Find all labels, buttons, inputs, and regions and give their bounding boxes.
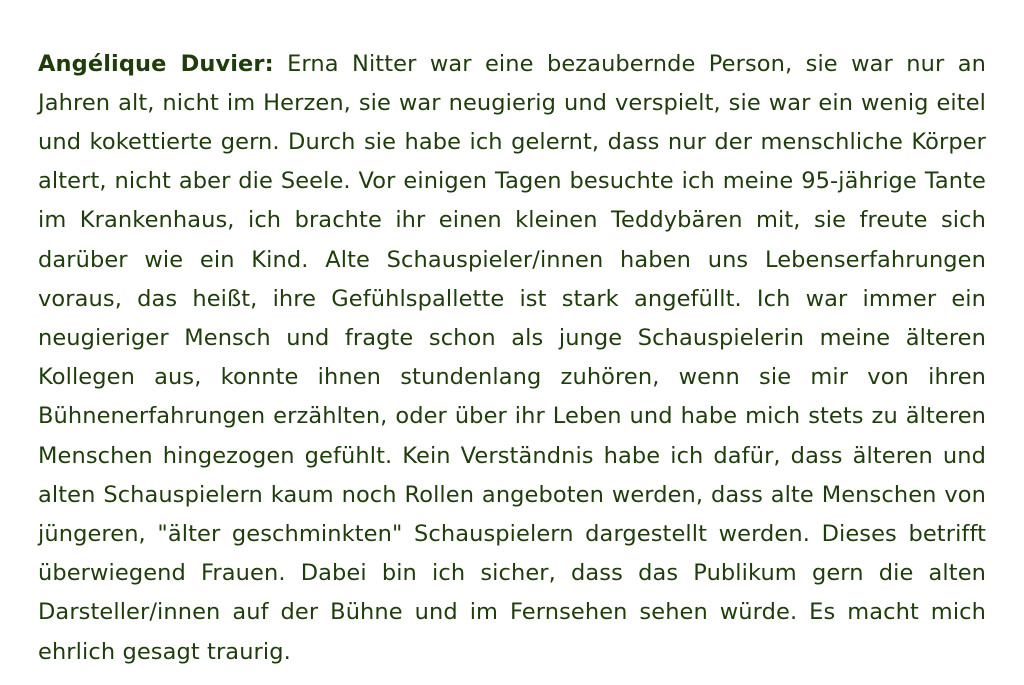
quote-body-text: Erna Nitter war eine bezaubernde Person, sie war nur an Jahren alt, nicht im Herzen, sie war neugierig und verspielt, sie war ein wenig eitel und kokettierte gern. Durch sie habe ich gelernt, dass nur der menschliche Körper altert, nicht aber die Seele. Vor einigen Tagen besuchte ich meine 95-jährige Tante im Krankenhaus, ich brachte ihr einen kleinen Teddybären mit, sie freute sich darüber wie ein Kind. Alte Schauspieler/innen haben uns Lebenserfahrungen voraus, das heißt, ihre Gefühlspallette ist stark angefüllt. Ich war immer ein neugieriger Mensch und fragte schon als junge Schauspielerin meine älteren Kollegen aus, konnte ihnen stundenlang zuhören, wenn sie mir von ihren Bühnenerfahrungen erzählten, oder über ihr Leben und habe mich stets zu älteren Menschen hingezogen gefühlt. Kein Verständnis habe ich dafür, dass älteren und alten Schauspielern kaum noch Rollen angeboten werden, dass alte Menschen von jüngeren, "älter geschminkten" Schauspielern dargestellt werden. Dieses betrifft überwiegend Frauen. Dabei bin ich sicher, dass das Publikum gern die alten Darsteller/innen auf der Bühne und im Fernsehen sehen würde. Es macht mich ehrlich gesagt traurig. bbox=[38, 50, 986, 665]
quote-speaker-name: Angélique Duvier: bbox=[38, 50, 274, 77]
quote-paragraph bbox=[38, 45, 986, 672]
